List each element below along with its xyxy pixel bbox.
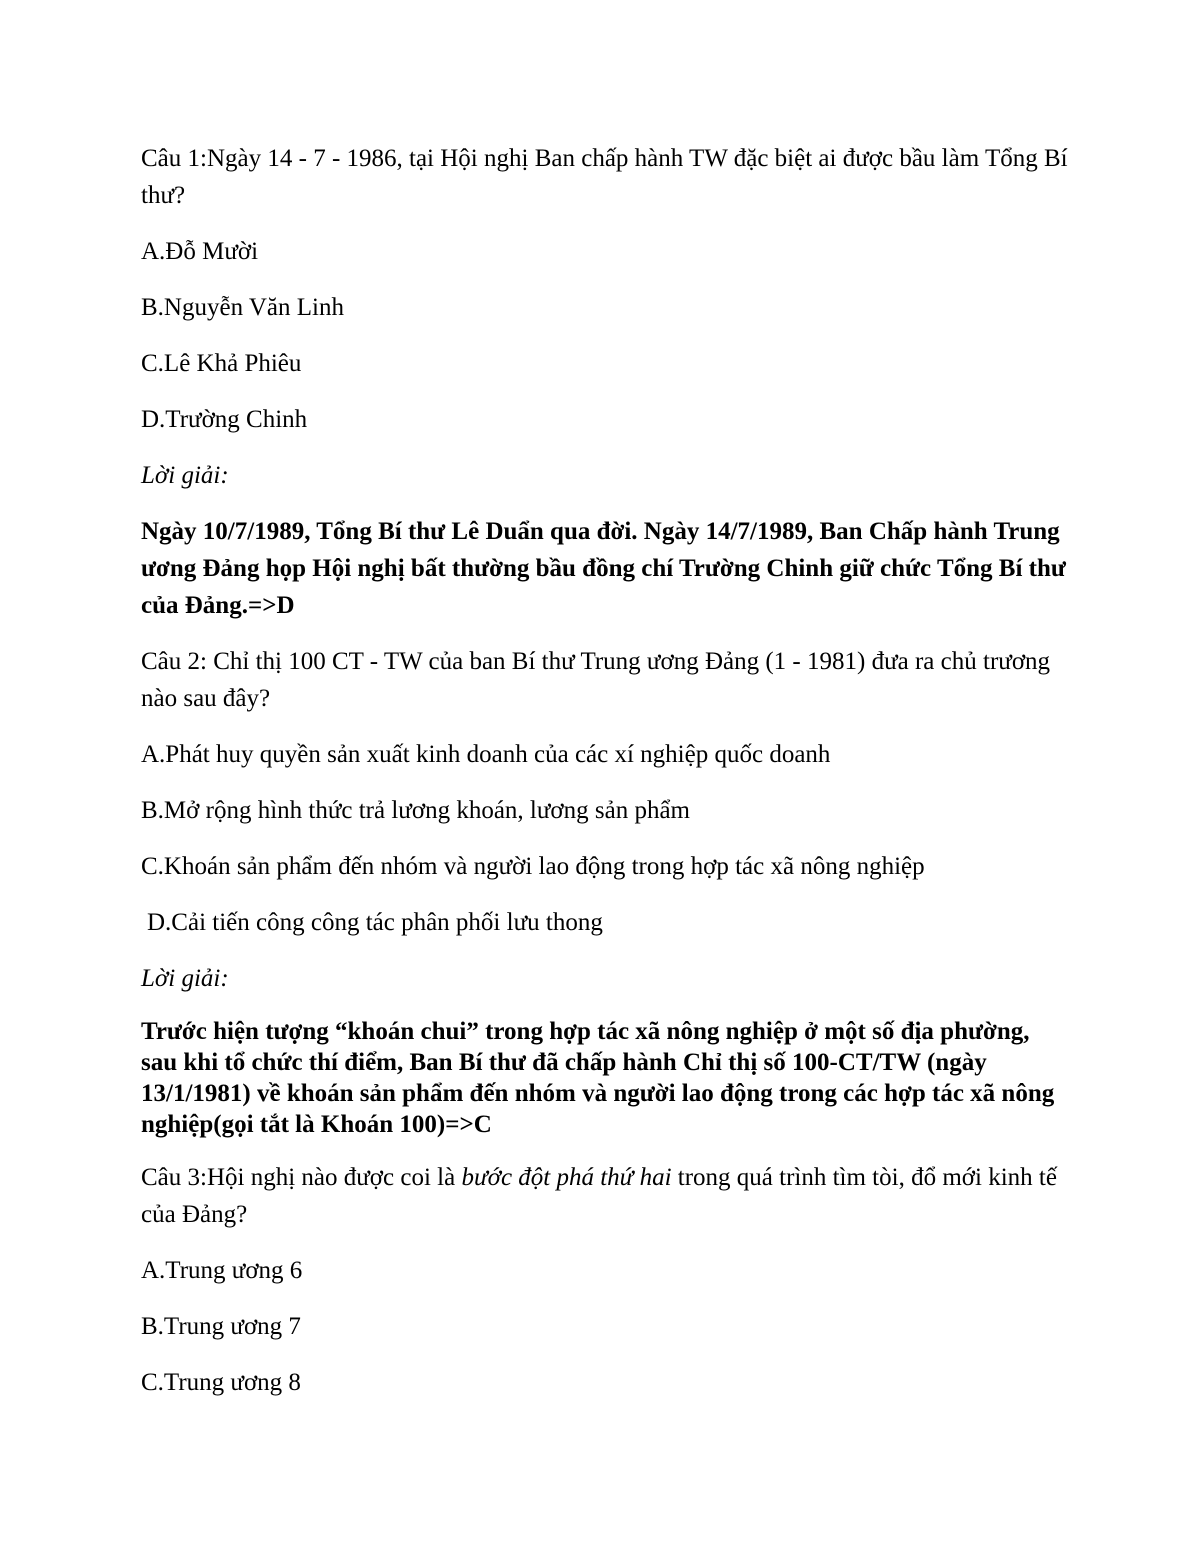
question-1-option-d: D.Trường Chinh [141,406,308,433]
question-1-option-c: C.Lê Khả Phiêu [141,350,302,377]
question-1-text: Câu 1:Ngày 14 - 7 - 1986, tại Hội nghị Ban chấp hành TW đặc biệt ai được bầu làm Tổng Bí thư? [141,145,1068,209]
question-3-text-emphasis: bước đột phá thứ hai [461,1164,672,1191]
question-3-option-b: B.Trung ương 7 [141,1313,301,1340]
question-2-solution: Trước hiện tượng “khoán chui” trong hợp tác xã nông nghiệp ở một số địa phường, sau khi tổ chức thí điểm, Ban Bí thư đã chấp hành Chỉ thị số 100-CT/TW (ngày 13/1/1981) về khoán sản phẩm đến nhóm và người lao động trong các hợp tác xã nông nghiệp(gọi tắt là Khoán 100)=>C [141,1018,1055,1138]
question-2-option-a: A.Phát huy quyền sản xuất kinh doanh của các xí nghiệp quốc doanh [141,741,831,768]
question-2-option-c: C.Khoán sản phẩm đến nhóm và người lao động trong hợp tác xã nông nghiệp [141,853,925,880]
document-content [141,140,1071,1420]
question-2-text: Câu 2: Chỉ thị 100 CT - TW của ban Bí thư Trung ương Đảng (1 - 1981) đưa ra chủ trương nào sau đây? [141,648,1051,712]
question-3-text [141,1159,1071,1233]
question-1-option-a: A.Đỗ Mười [141,238,259,265]
question-3-option-c: C.Trung ương 8 [141,1369,301,1396]
question-2-option-d: D.Cải tiến công công tác phân phối lưu thong [147,909,603,936]
question-2-option-b: B.Mở rộng hình thức trả lương khoán, lương sản phẩm [141,797,690,824]
question-3-text-suffix: trong quá trình tìm tòi, đổ mới kinh tế của Đảng? [141,1164,1057,1228]
question-1-option-b: B.Nguyễn Văn Linh [141,294,344,321]
question-3-text-prefix: Câu 3:Hội nghị nào được coi là [141,1164,462,1191]
question-2-solution-label: Lời giải: [141,965,229,992]
question-1-solution-label: Lời giải: [141,462,229,489]
question-3-option-a: A.Trung ương 6 [141,1257,303,1284]
question-1-solution: Ngày 10/7/1989, Tổng Bí thư Lê Duẩn qua đời. Ngày 14/7/1989, Ban Chấp hành Trung ương Đảng họp Hội nghị bất thường bầu đồng chí Trường Chinh giữ chức Tổng Bí thư của Đảng.=>D [141,518,1066,619]
